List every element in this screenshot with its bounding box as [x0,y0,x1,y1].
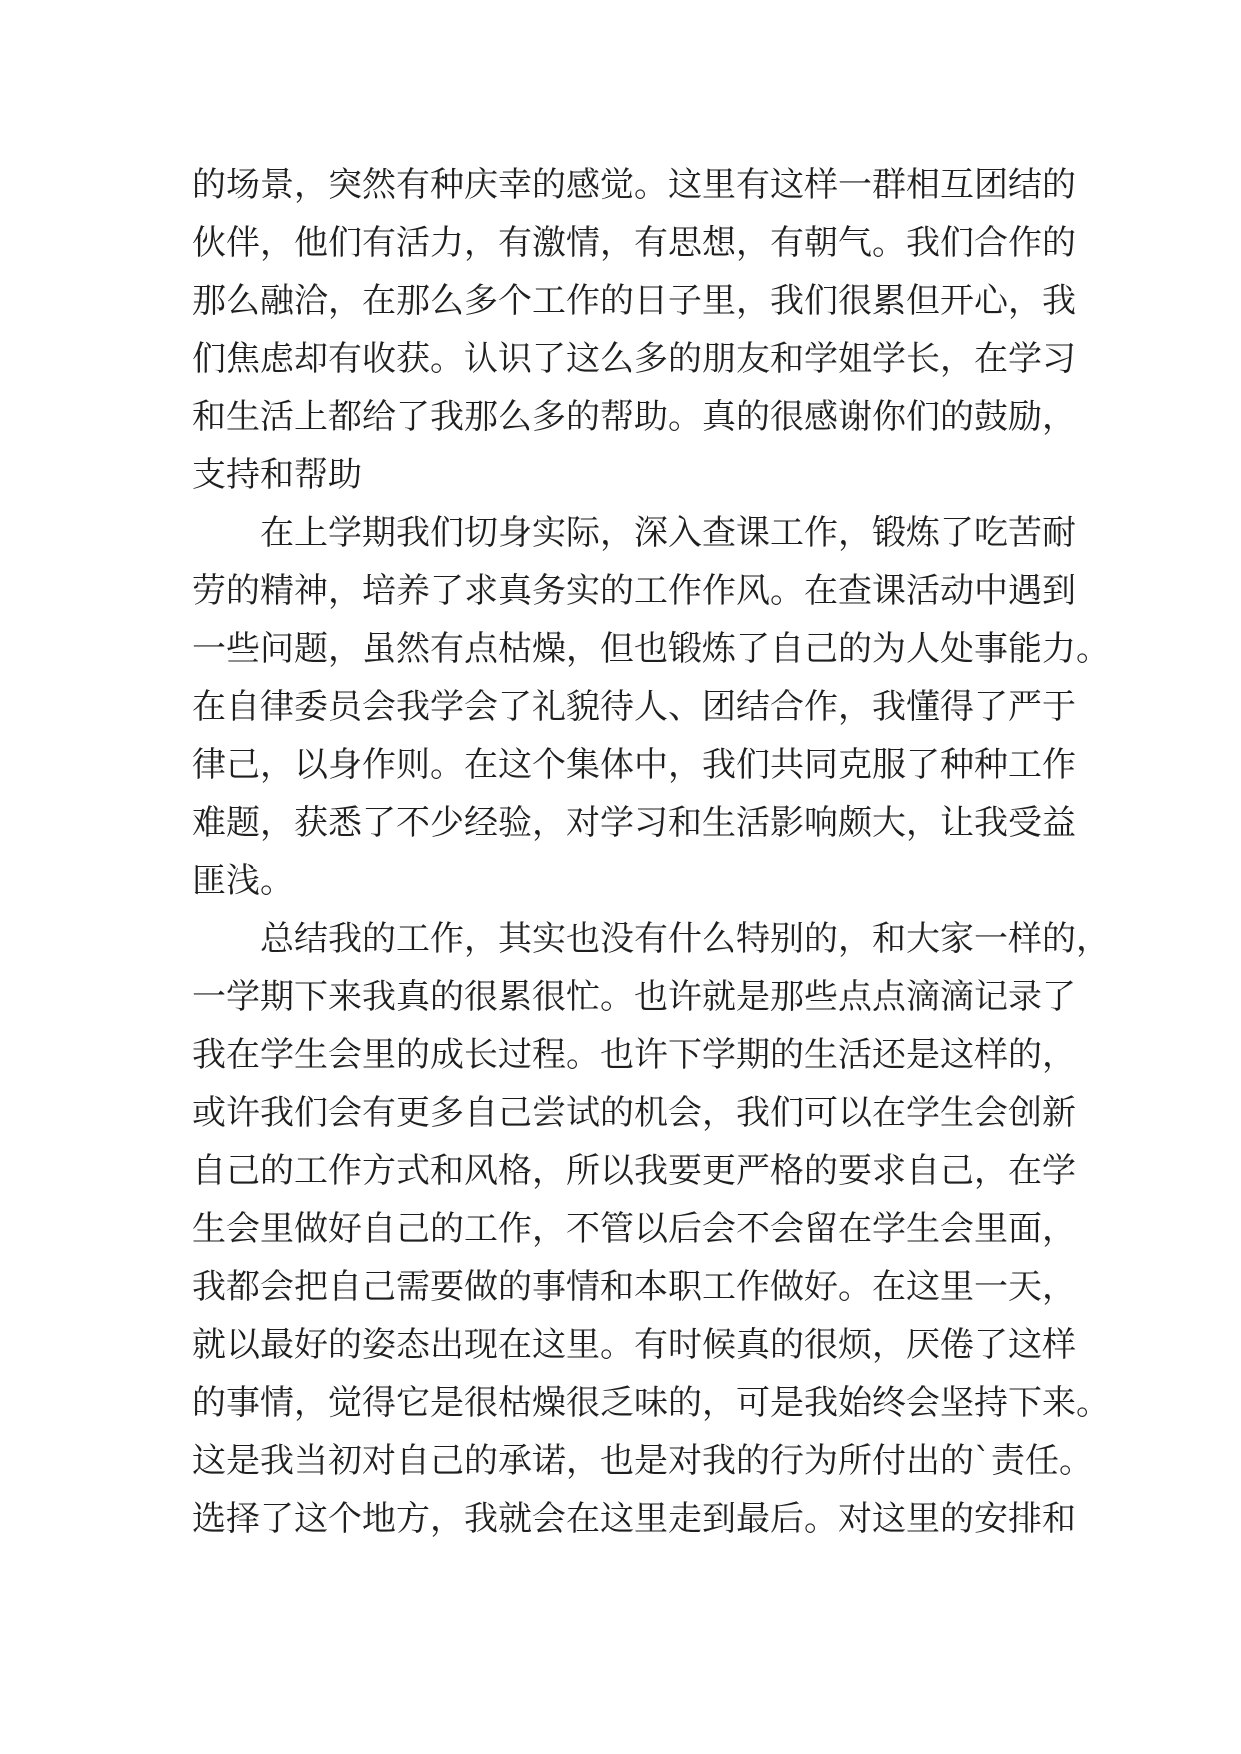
body-text-line: 支持和帮助 [192,455,362,495]
paragraph-first-line: 总结我的工作，其实也没有什么特别的，和大家一样的， [260,919,1110,959]
body-text-line: 就以最好的姿态出现在这里。有时候真的很烦，厌倦了这样 [192,1325,1076,1365]
paragraph-first-line: 在上学期我们切身实际，深入查课工作，锻炼了吃苦耐 [260,513,1076,553]
body-text-line: 们焦虑却有收获。认识了这么多的朋友和学姐学长，在学习 [192,339,1076,379]
body-text-line: 的事情，觉得它是很枯燥很乏味的，可是我始终会坚持下来。 [192,1383,1110,1423]
body-text-line: 一些问题，虽然有点枯燥，但也锻炼了自己的为人处事能力。 [192,629,1110,669]
body-text-line: 劳的精神，培养了求真务实的工作作风。在查课活动中遇到 [192,571,1076,611]
body-text-line: 生会里做好自己的工作，不管以后会不会留在学生会里面， [192,1209,1076,1249]
body-text-line: 我在学生会里的成长过程。也许下学期的生活还是这样的， [192,1035,1076,1075]
body-text-line: 难题，获悉了不少经验，对学习和生活影响颇大，让我受益 [192,803,1076,843]
body-text-line: 的场景，突然有种庆幸的感觉。这里有这样一群相互团结的 [192,165,1076,205]
body-text-line: 在自律委员会我学会了礼貌待人、团结合作，我懂得了严于 [192,687,1076,727]
body-text-line: 和生活上都给了我那么多的帮助。真的很感谢你们的鼓励， [192,397,1076,437]
body-text-line: 这是我当初对自己的承诺，也是对我的行为所付出的`责任。 [192,1441,1093,1481]
body-text-line: 选择了这个地方，我就会在这里走到最后。对这里的安排和 [192,1499,1076,1539]
body-text-line: 我都会把自己需要做的事情和本职工作做好。在这里一天， [192,1267,1076,1307]
body-text-line: 匪浅。 [192,861,294,901]
body-text-line: 伙伴，他们有活力，有激情，有思想，有朝气。我们合作的 [192,223,1076,263]
body-text-line: 一学期下来我真的很累很忙。也许就是那些点点滴滴记录了 [192,977,1076,1017]
body-text-line: 律己，以身作则。在这个集体中，我们共同克服了种种工作 [192,745,1076,785]
body-text-line: 那么融洽，在那么多个工作的日子里，我们很累但开心，我 [192,281,1076,321]
body-text-line: 自己的工作方式和风格，所以我要更严格的要求自己，在学 [192,1151,1076,1191]
body-text-line: 或许我们会有更多自己尝试的机会，我们可以在学生会创新 [192,1093,1076,1133]
